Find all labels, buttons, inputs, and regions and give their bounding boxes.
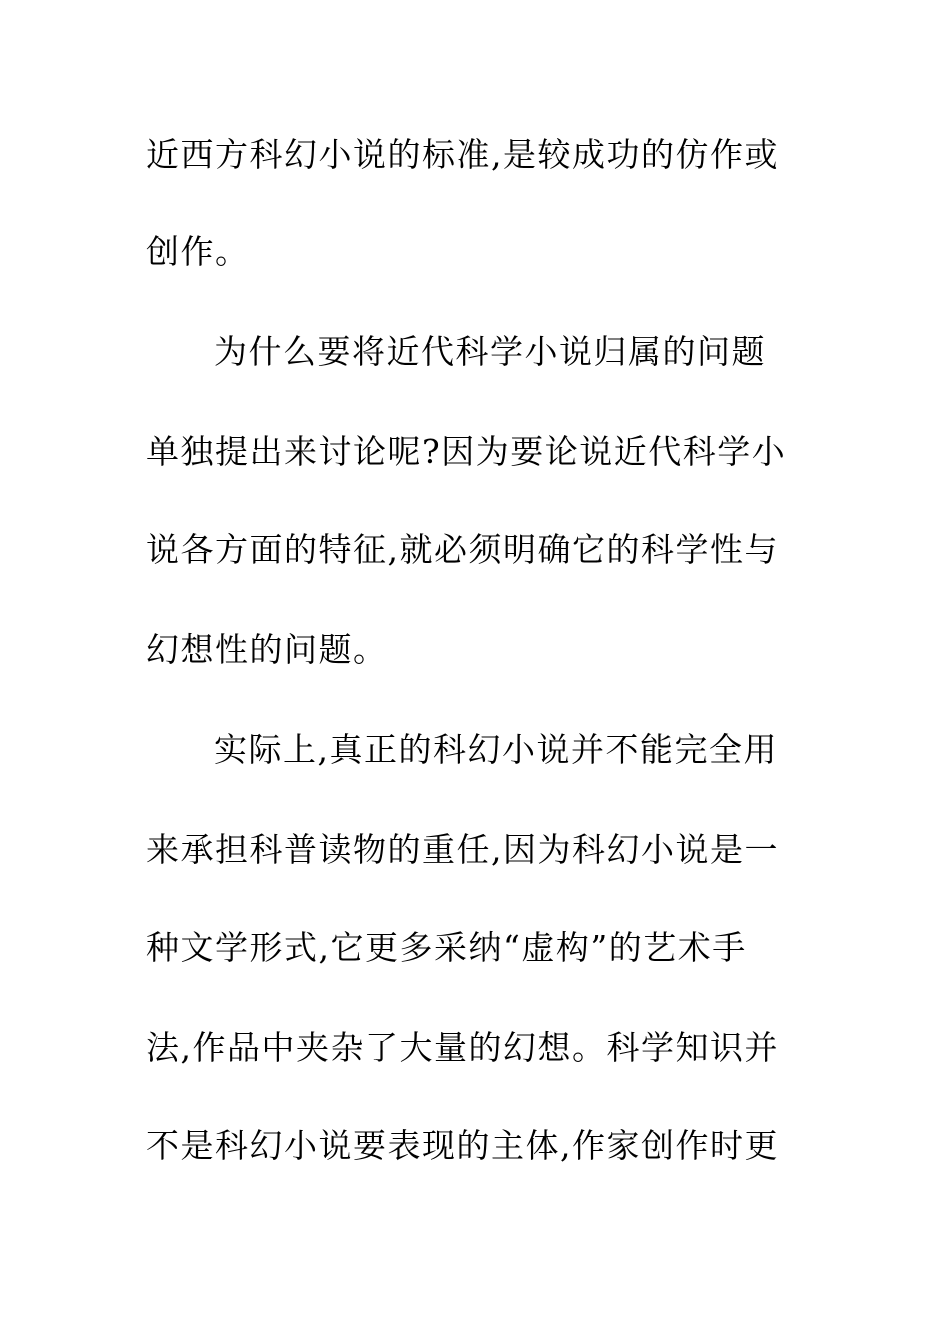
text-line: 种文学形式,它更多采纳“虚构”的艺术手 <box>146 928 747 967</box>
text-line: 法,作品中夹杂了大量的幻想。科学知识并 <box>146 1028 779 1067</box>
text-line: 创作。 <box>146 232 250 271</box>
text-line: 来承担科普读物的重任,因为科幻小说是一 <box>146 830 779 869</box>
text-line: 幻想性的问题。 <box>146 630 388 669</box>
paragraph-start-line: 实际上,真正的科幻小说并不能完全用 <box>214 730 778 769</box>
text-line: 近西方科幻小说的标准,是较成功的仿作或 <box>146 135 779 174</box>
paragraph-start-line: 为什么要将近代科学小说归属的问题 <box>214 332 766 371</box>
text-line: 不是科幻小说要表现的主体,作家创作时更 <box>146 1126 779 1165</box>
text-line: 单独提出来讨论呢?因为要论说近代科学小 <box>146 432 787 471</box>
text-line: 说各方面的特征,就必须明确它的科学性与 <box>146 530 779 569</box>
